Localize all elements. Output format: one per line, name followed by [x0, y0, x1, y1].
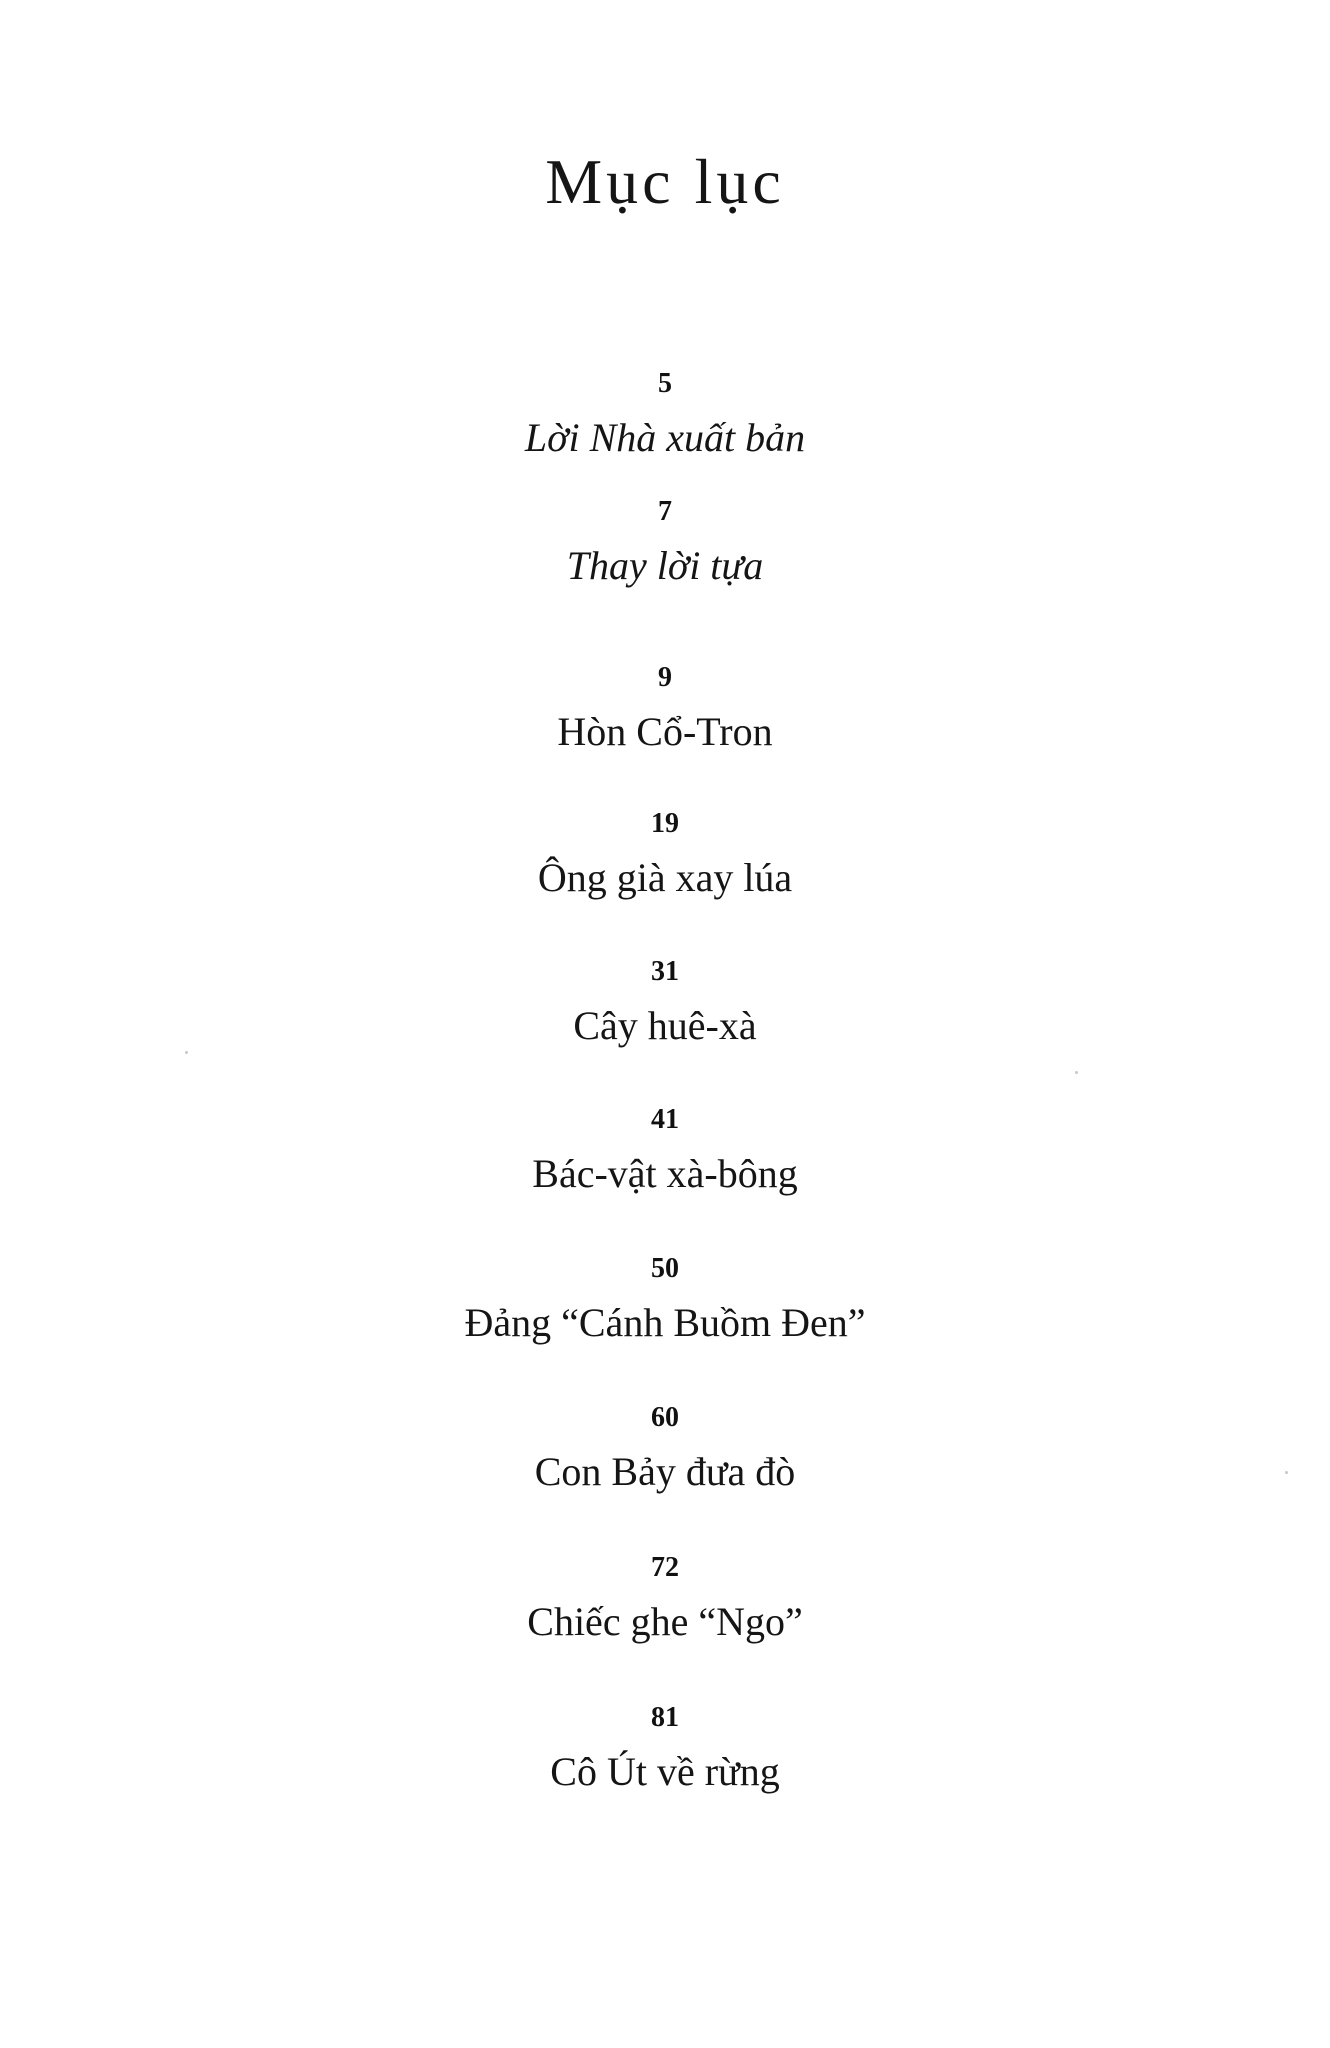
toc-entry [0, 958, 1330, 1046]
toc-entry-title: Con Bảy đưa đò [534, 1449, 796, 1494]
toc-entry [0, 1554, 1330, 1642]
toc-page-number: 9 [658, 662, 672, 693]
toc-page-number: 19 [651, 808, 679, 839]
toc-entry-title: Bác-vật xà-bông [532, 1151, 798, 1196]
toc-entry-title: Đảng “Cánh Buồm Đen” [464, 1300, 866, 1345]
toc-page-number: 60 [651, 1402, 679, 1433]
toc-entry [0, 370, 1330, 458]
toc-entry-title: Chiếc ghe “Ngo” [527, 1599, 803, 1644]
toc-entry-title: Cô Út về rừng [550, 1749, 780, 1794]
paper-speck [185, 1051, 188, 1054]
toc-entry [0, 810, 1330, 898]
toc-entry-title: Thay lời tựa [566, 543, 764, 588]
toc-entry [0, 1255, 1330, 1343]
toc-entry-title: Cây huê-xà [573, 1003, 757, 1048]
paper-speck [1285, 1471, 1288, 1474]
page-title: Mục lục [545, 146, 785, 217]
toc-entry [0, 664, 1330, 752]
toc-entry [0, 1106, 1330, 1194]
toc-page-number: 50 [651, 1253, 679, 1284]
toc-page-number: 72 [651, 1552, 679, 1583]
toc-page-number: 41 [651, 1104, 679, 1135]
toc-entry-title: Ông già xay lúa [537, 855, 793, 900]
toc-page-number: 5 [658, 368, 672, 399]
toc-entry [0, 498, 1330, 586]
toc-page-number: 81 [651, 1702, 679, 1733]
toc-entry [0, 1404, 1330, 1492]
toc-entry-title: Lời Nhà xuất bản [524, 415, 806, 460]
toc-page-number: 31 [651, 956, 679, 987]
toc-entry-title: Hòn Cổ-Tron [557, 709, 773, 754]
paper-speck [1075, 1071, 1078, 1074]
toc-entry [0, 1704, 1330, 1792]
toc-page-number: 7 [658, 496, 672, 527]
